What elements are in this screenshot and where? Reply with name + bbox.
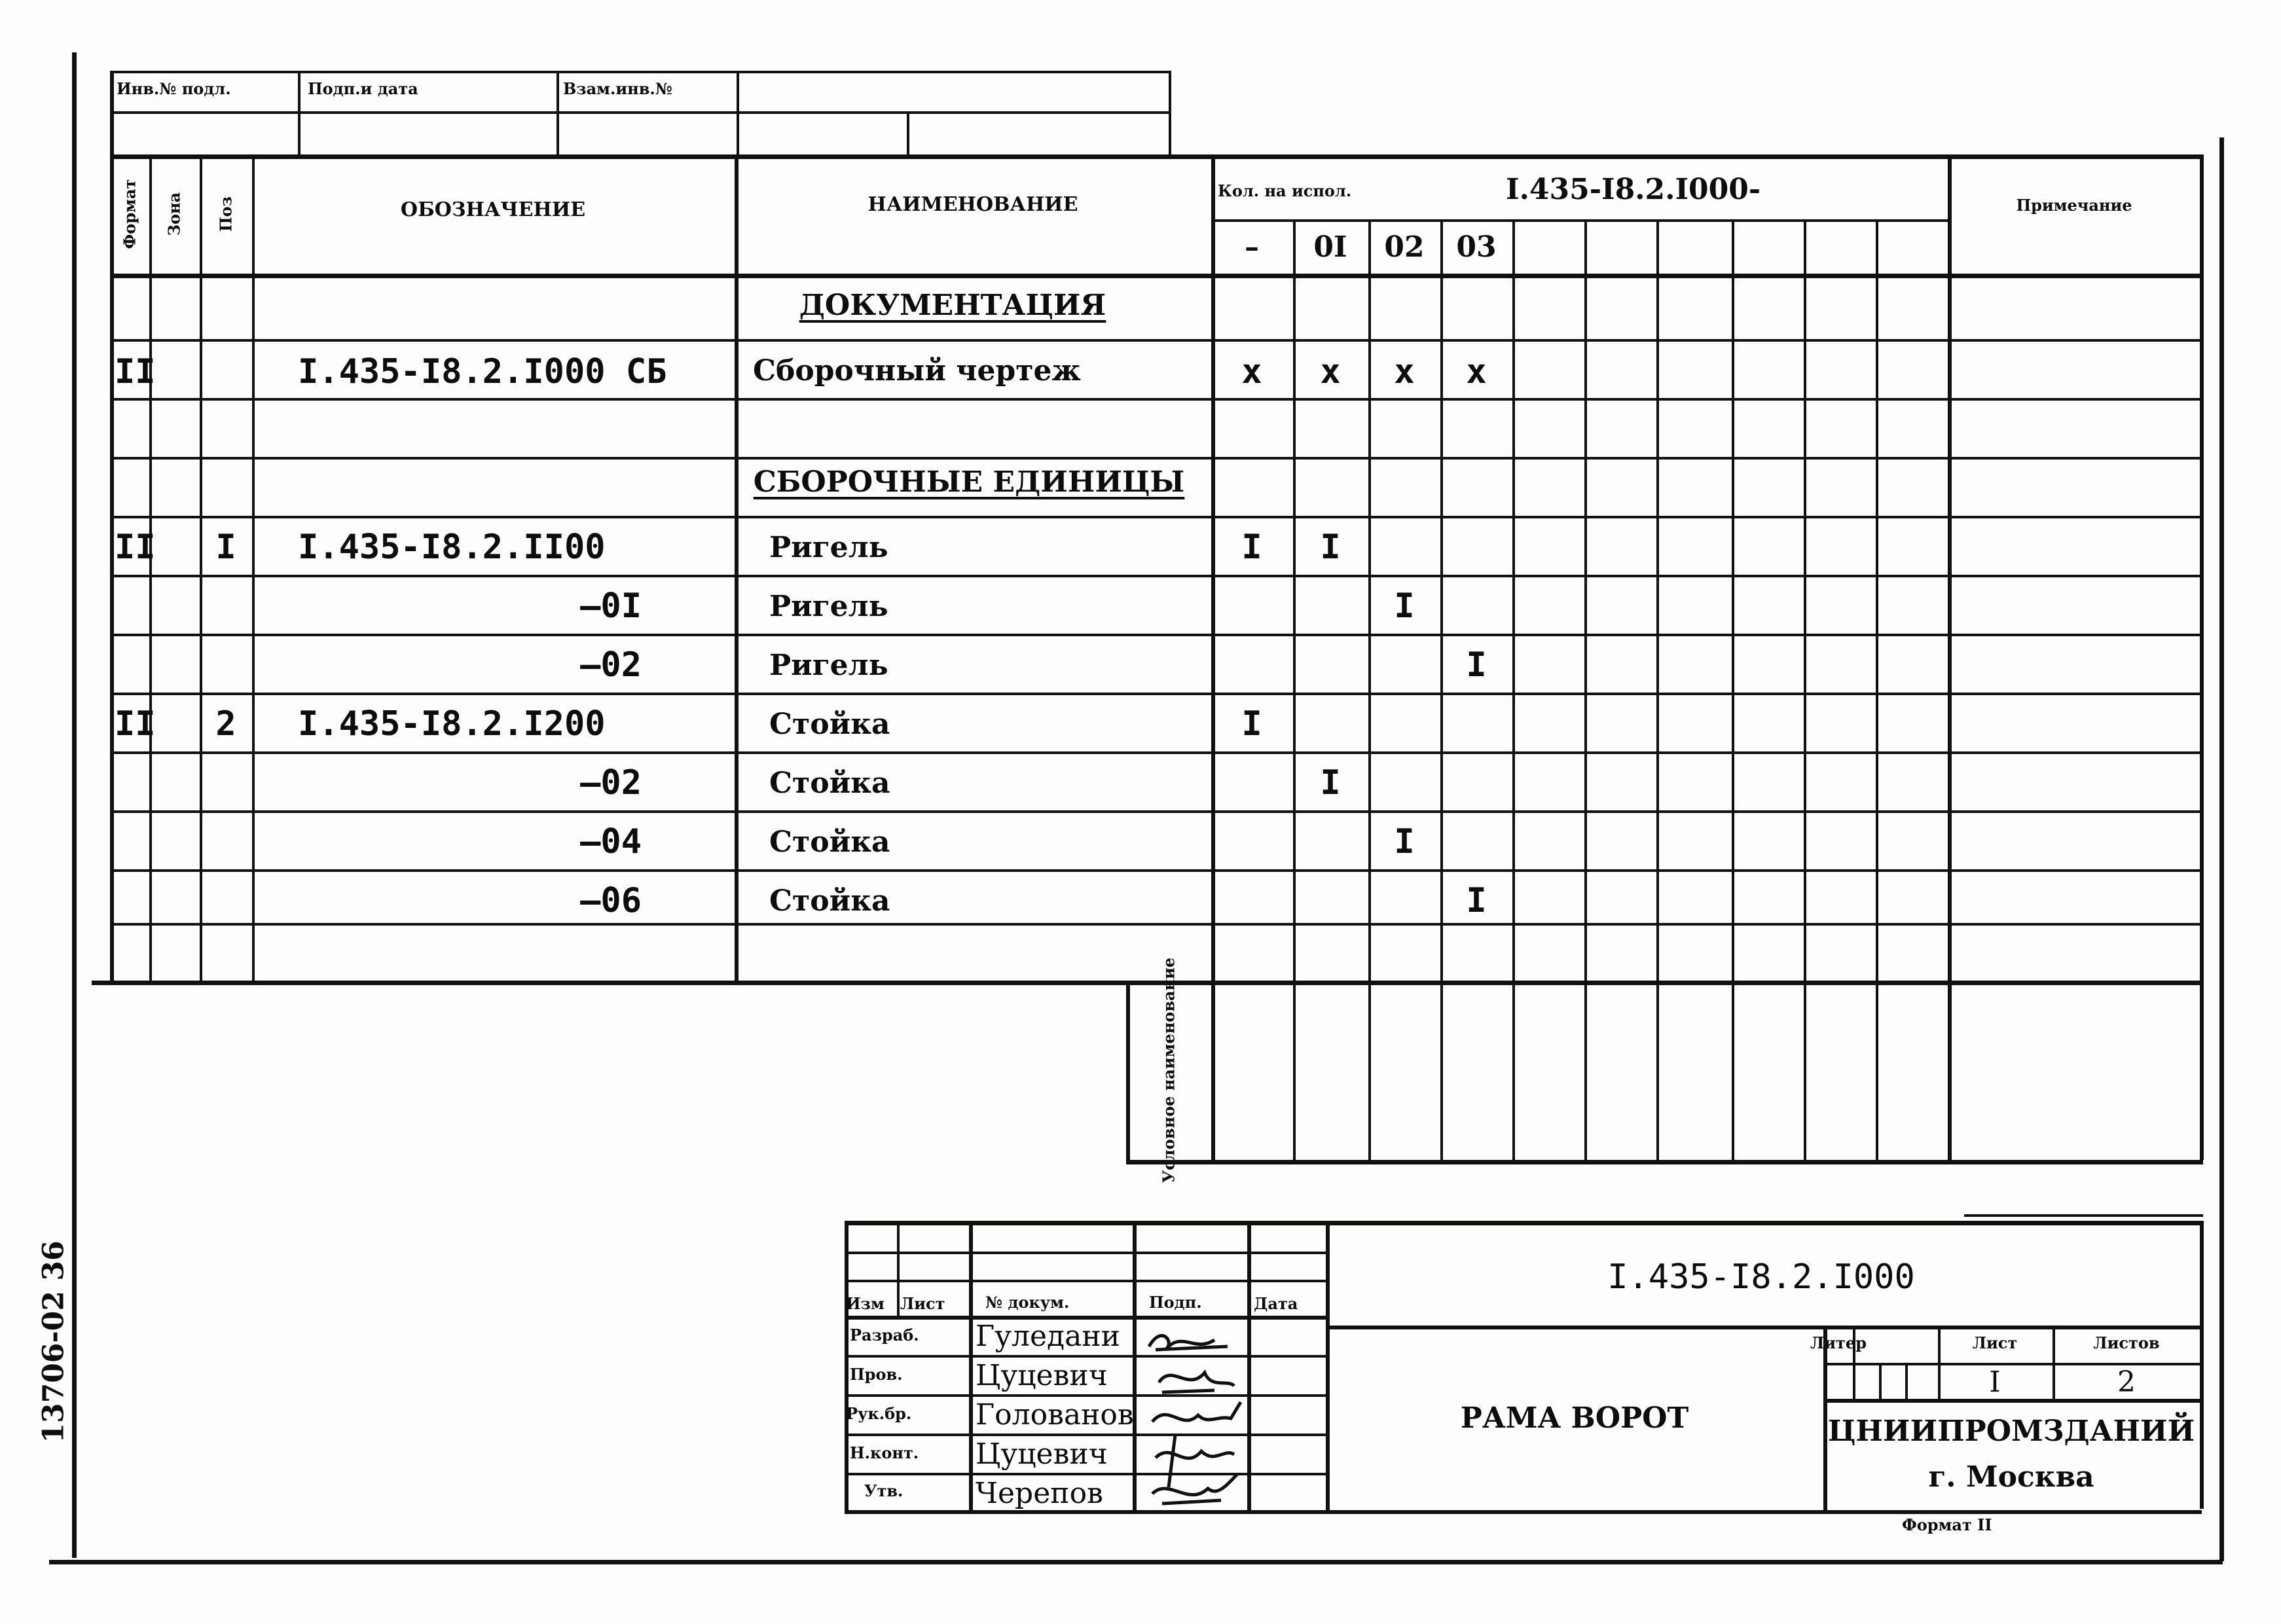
tb-grid-v4 [1247, 1221, 1251, 1510]
row-line-3 [110, 457, 2202, 460]
col-line-v01 [1293, 219, 1296, 1160]
kol-subheader-line [1211, 219, 1948, 222]
row-qty: I [1320, 528, 1341, 567]
header-primechanie: Примечание [2016, 196, 2132, 215]
row-format: II [115, 352, 156, 391]
signature-razrab [1149, 1335, 1228, 1350]
row-qty: х [1394, 352, 1415, 391]
row-qty: I [1241, 528, 1262, 567]
row-name: Ригель [769, 649, 888, 682]
tb-role-razrab: Разраб. [850, 1326, 919, 1344]
row-line-1 [110, 339, 2202, 342]
row-poz: I [215, 528, 236, 567]
tb-doc-code: I.435-I8.2.I000 [1607, 1257, 1915, 1297]
row-oboznachenie: I.435-I8.2.I200 [298, 704, 606, 744]
tb-city: г. Москва [1928, 1460, 2094, 1494]
frame-bottom-line [49, 1560, 2223, 1564]
row-name: Ригель [769, 590, 888, 623]
row-oboznachenie: –02 [580, 763, 642, 803]
col-line-v04 [1512, 219, 1515, 1160]
tb-grid-h6 [845, 1434, 1326, 1436]
tb-left-line [845, 1221, 849, 1510]
row-qty: I [1320, 763, 1341, 803]
tb-role-prov: Пров. [850, 1365, 903, 1384]
tb-name-ruk: Голованов [976, 1398, 1134, 1432]
row-format: II [115, 704, 156, 744]
row-qty: х [1466, 352, 1487, 391]
row-qty: х [1241, 352, 1262, 391]
header-bottom-line [110, 274, 2202, 278]
uslovnoe-label: Условное наименование [1159, 957, 1178, 1183]
tb-list-value: I [1989, 1365, 2001, 1399]
stamp-div-4 [907, 111, 909, 154]
side-archive-number: 13706-02 36 [37, 1240, 71, 1443]
row-line-8 [110, 751, 2202, 754]
table-top-line [110, 154, 2202, 159]
tb-izm: Изм [846, 1294, 885, 1313]
row-oboznachenie: I.435-I8.2.II00 [298, 528, 606, 567]
row-qty: I [1466, 881, 1487, 920]
tb-grid-h1 [845, 1252, 1326, 1254]
row-oboznachenie: –06 [580, 881, 642, 920]
header-kol-na-ispoln: Кол. на испол. [1218, 181, 1352, 200]
tb-grid-h5 [845, 1394, 1326, 1397]
row-qty: I [1466, 645, 1487, 685]
row-line-4 [110, 516, 2202, 518]
tb-liter-v5 [2053, 1326, 2055, 1399]
variant-01: 0I [1313, 230, 1347, 264]
tb-liter-v4 [1938, 1326, 1941, 1399]
tb-grid-v1 [897, 1221, 900, 1316]
row-format: II [115, 528, 156, 567]
tb-list-label: Лист [1972, 1333, 2018, 1352]
tb-top-line [845, 1221, 2200, 1225]
signature-ruk [1152, 1402, 1241, 1422]
col-line-zona [149, 154, 152, 981]
col-line-prim [1948, 154, 1952, 1160]
col-line-name [735, 154, 739, 981]
col-line-v08 [1804, 219, 1806, 1160]
tb-role-utv: Утв. [864, 1481, 903, 1500]
row-name: Стойка [769, 825, 890, 859]
tb-grid-h7 [845, 1473, 1326, 1475]
tb-role-ruk: Рук.бр. [846, 1404, 912, 1423]
row-name: Сборочный чертеж [753, 354, 1081, 388]
tb-code-bottom-line [1326, 1326, 2200, 1329]
row-name: Ригель [769, 531, 888, 564]
variant-dash: – [1245, 230, 1259, 264]
tb-liter-v3 [1905, 1363, 1908, 1399]
header-naimenovanie: НАИМЕНОВАНИЕ [867, 193, 1078, 216]
row-qty: I [1394, 586, 1415, 626]
variant-02: 02 [1384, 230, 1425, 264]
stamp-top-line [110, 71, 1171, 73]
section-assemblies: СБОРОЧНЫЕ ЕДИНИЦЫ [753, 465, 1185, 499]
tb-grid-v5 [1326, 1221, 1330, 1510]
tb-role-nkont: Н.конт. [850, 1443, 919, 1462]
row-oboznachenie: I.435-I8.2.I000 СБ [298, 352, 667, 391]
stamp-inv-podl: Инв.№ подл. [117, 79, 231, 98]
tb-grid-v2 [969, 1221, 973, 1510]
stamp-podp-data: Подп.и дата [308, 79, 418, 98]
row-qty: х [1320, 352, 1341, 391]
tb-data: Дата [1254, 1294, 1298, 1313]
col-line-v03 [1440, 219, 1443, 1160]
row-name: Стойка [769, 884, 890, 918]
col-line-v09 [1876, 219, 1878, 1160]
col-line-right [2200, 154, 2204, 1160]
col-line-oboz [252, 154, 255, 981]
uslovnoe-bottom-line [1126, 1160, 2203, 1164]
frame-right-line [2219, 137, 2224, 1561]
variant-03: 03 [1456, 230, 1497, 264]
tb-name-prov: Цуцевич [976, 1359, 1108, 1392]
tb-liter-h2 [1823, 1399, 2200, 1403]
tb-name-razrab: Гуледани [976, 1320, 1120, 1353]
col-line-poz [200, 154, 202, 981]
header-oboznachenie: ОБОЗНАЧЕНИЕ [400, 198, 586, 221]
tb-grid-h4 [845, 1355, 1326, 1358]
stamp-div-2 [557, 71, 559, 154]
stamp-mid-line [110, 111, 1171, 114]
row-line-6 [110, 634, 2202, 636]
col-line-v06 [1656, 219, 1659, 1160]
row-qty: I [1241, 704, 1262, 744]
section-documentation: ДОКУМЕНТАЦИЯ [799, 289, 1106, 322]
row-line-2 [110, 398, 2202, 401]
col-line-kol [1211, 154, 1215, 1160]
row-name: Стойка [769, 767, 890, 800]
tb-listov-label: Листов [2093, 1333, 2160, 1352]
tb-title: РАМА ВОРОТ [1460, 1401, 1689, 1435]
row-line-5 [110, 575, 2202, 577]
signatures [1136, 1317, 1247, 1510]
stamp-vzam-inv: Взам.инв.№ [563, 79, 672, 98]
row-name: Стойка [769, 708, 890, 741]
col-line-v02 [1368, 219, 1371, 1160]
tb-liter-label: Литер [1810, 1333, 1867, 1352]
header-zona: Зона [164, 192, 184, 236]
tb-grid-h2 [845, 1280, 1326, 1282]
tb-organization: ЦНИИПРОМЗДАНИЙ [1827, 1415, 2195, 1448]
row-line-11 [110, 923, 2202, 926]
signature-nkont [1156, 1435, 1234, 1487]
tb-n-dokum: № докум. [985, 1293, 1070, 1312]
row-line-10 [110, 869, 2202, 872]
row-oboznachenie: –02 [580, 645, 642, 685]
tb-liter-v2 [1879, 1363, 1882, 1399]
tb-bottom-line [845, 1510, 2202, 1514]
frame-left-line [72, 52, 77, 1558]
side-short-line [1964, 1214, 2203, 1217]
col-line-format-left [110, 71, 114, 981]
tb-name-utv: Черепов [976, 1477, 1103, 1510]
tb-liter-left-line [1823, 1326, 1827, 1510]
uslovnoe-left-line [1126, 981, 1130, 1160]
tb-right-line [2200, 1221, 2204, 1509]
stamp-div-1 [298, 71, 301, 154]
stamp-div-5 [1169, 71, 1171, 154]
row-line-7 [110, 693, 2202, 695]
row-line-9 [110, 810, 2202, 813]
row-oboznachenie: –0I [580, 586, 642, 626]
header-format: Формат [120, 179, 139, 249]
row-oboznachenie: –04 [580, 822, 642, 861]
signature-utv [1152, 1474, 1237, 1504]
header-doc-code: I.435-I8.2.I000- [1506, 173, 1761, 206]
header-poz: Поз [216, 196, 236, 232]
tb-name-nkont: Цуцевич [976, 1437, 1108, 1471]
tb-list: Лист [900, 1294, 945, 1313]
signature-prov [1159, 1373, 1234, 1392]
table-bottom-line [92, 981, 2203, 985]
col-line-v07 [1732, 219, 1734, 1160]
row-poz: 2 [215, 704, 236, 744]
tb-podp: Подп. [1149, 1293, 1202, 1312]
col-line-v05 [1584, 219, 1587, 1160]
row-qty: I [1394, 822, 1415, 861]
stamp-div-3 [737, 71, 739, 154]
tb-format-note: Формат II [1902, 1515, 1992, 1534]
tb-listov-value: 2 [2117, 1365, 2136, 1399]
